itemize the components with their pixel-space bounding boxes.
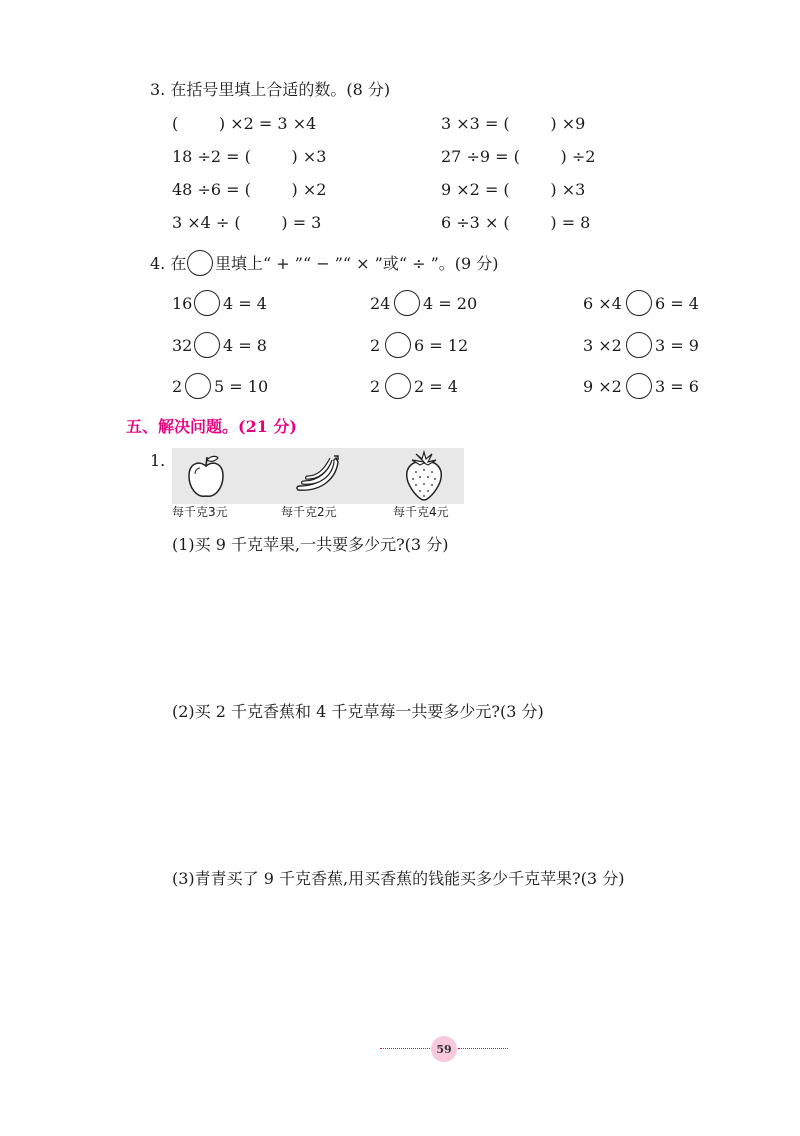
q4-item-2-1-left: 32 (172, 336, 193, 355)
q4-item-1-1-right: 4 = 4 (223, 294, 267, 313)
q4-item-3-2-right: 2 = 4 (414, 377, 458, 396)
q3-item-4b: 6 ÷3 × ( ) = 8 (441, 213, 591, 232)
q3-item-2a: 18 ÷2 = ( ) ×3 (172, 147, 327, 166)
q4-item-3-1-right: 5 = 10 (214, 377, 269, 396)
q4-item-2-2-right: 6 = 12 (414, 336, 469, 355)
strawberry-price: 每千克4元 (393, 505, 449, 519)
operator-circle-1-3[interactable] (626, 290, 652, 316)
q5-1-number: 1. (150, 451, 166, 470)
q4-item-3-1-left: 2 (172, 377, 183, 396)
q3-item-1b: 3 ×3 = ( ) ×9 (441, 114, 586, 133)
operator-circle-2-2[interactable] (385, 332, 411, 358)
q4-item-1-2-left: 24 (370, 294, 391, 313)
strawberry-icon (402, 450, 446, 502)
operator-circle-3-2[interactable] (385, 373, 411, 399)
operator-circle-2-1[interactable] (194, 332, 220, 358)
operator-circle-1-2[interactable] (394, 290, 420, 316)
q4-item-1-3-right: 6 = 4 (655, 294, 699, 313)
operator-circle-2-3[interactable] (626, 332, 652, 358)
q4-item-2-1-right: 4 = 8 (223, 336, 267, 355)
q4-item-1-3-left: 6 ×4 (583, 294, 622, 313)
q4-item-3-3-left: 9 ×2 (583, 377, 622, 396)
operator-circle-3-3[interactable] (626, 373, 652, 399)
banana-icon (292, 454, 344, 498)
q5-1-sub3: (3)青青买了 9 千克香蕉,用买香蕉的钱能买多少千克苹果?(3 分) (172, 869, 625, 888)
page-number-line-right (458, 1048, 508, 1049)
q3-item-4a: 3 ×4 ÷ ( ) = 3 (172, 213, 322, 232)
apple-icon (186, 452, 226, 500)
answer-circle-icon (187, 250, 213, 276)
q4-item-2-2-left: 2 (370, 336, 381, 355)
operator-circle-1-1[interactable] (194, 290, 220, 316)
q4-item-3-3-right: 3 = 6 (655, 377, 699, 396)
q4-item-1-2-right: 4 = 20 (423, 294, 478, 313)
banana-price: 每千克2元 (281, 505, 337, 519)
apple-price: 每千克3元 (172, 505, 228, 519)
q4-item-2-3-right: 3 = 9 (655, 336, 699, 355)
q4-item-3-2-left: 2 (370, 377, 381, 396)
q5-1-sub1: (1)买 9 千克苹果,一共要多少元?(3 分) (172, 535, 449, 554)
q4-item-2-3-left: 3 ×2 (583, 336, 622, 355)
q4-title-suffix: 里填上“ + ”“ − ”“ × ”或“ ÷ ”。(9 分) (215, 254, 499, 273)
page-number-line-left (380, 1048, 430, 1049)
fruit-picture-panel (172, 448, 464, 504)
q5-1-sub2: (2)买 2 千克香蕉和 4 千克草莓一共要多少元?(3 分) (172, 702, 544, 721)
section-5-title: 五、解决问题。(21 分) (126, 417, 297, 436)
q3-item-1a: ( ) ×2 = 3 ×4 (172, 114, 317, 133)
q3-item-3b: 9 ×2 = ( ) ×3 (441, 180, 586, 199)
q3-item-3a: 48 ÷6 = ( ) ×2 (172, 180, 327, 199)
q3-title: 3. 在括号里填上合适的数。(8 分) (150, 80, 391, 99)
q4-title-prefix: 4. 在 (150, 254, 187, 273)
operator-circle-3-1[interactable] (185, 373, 211, 399)
page-number: 59 (431, 1036, 457, 1062)
q3-item-2b: 27 ÷9 = ( ) ÷2 (441, 147, 596, 166)
q4-item-1-1-left: 16 (172, 294, 193, 313)
